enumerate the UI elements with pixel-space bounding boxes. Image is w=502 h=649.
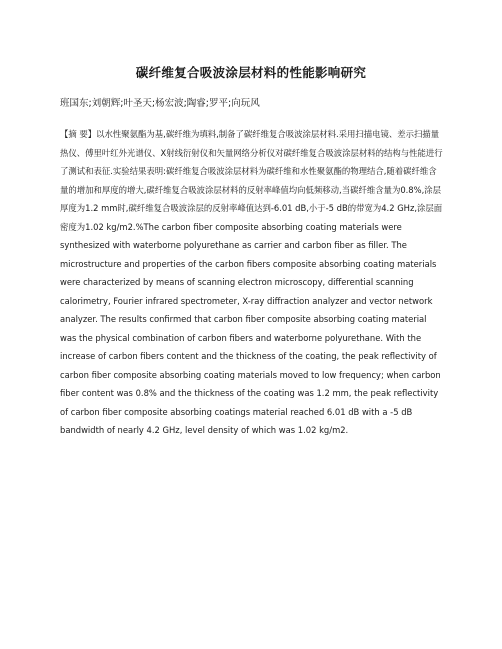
abstract-label: 【摘 要】 bbox=[60, 129, 97, 139]
abstract-chinese: 以水性聚氨酯为基,碳纤维为填料,制备了碳纤维复合吸波涂层材料.采用扫描电镜、差示扫描量热仪、傅里叶红外光谱仪、X射线衍射仪和矢量网络分析仪对碳纤维复合吸波涂层材料的结构与性能进行了测试和表征.实验结果表明:碳纤维复合吸波涂层材料为碳纤维和水性聚氨酯的物理结合,随着碳纤维含量的增加和厚度的增大,碳纤维复合吸波涂层材料的反射率峰值均向低频移动,当碳纤维含量为0.8%,涂层厚度为1.2 mm时,碳纤维复合吸波涂层的反射率峰值达到-6.01 dB,小于-5 dB的带宽为4.2 GHz,涂层面密度为1.02 kg/m2.% bbox=[60, 129, 443, 232]
paper-title: 碳纤维复合吸波涂层材料的性能影响研究 bbox=[135, 65, 367, 80]
abstract-english: The carbon fiber composite absorbing coating materials were synthesized with waterborne polyurethane as carrier and carbon fiber as filler. The microstructure and properties of the carbon fibers composite absorbing coating materials were characterized by means of scanning electron microscopy, differential scanning calorimetry, Fourier infrared spectrometer, X-ray diffraction analyzer and vector network analyzer. The results confirmed that carbon fiber composite absorbing coating material was the physical combination of carbon fibers and waterborne polyurethane. With the increase of carbon fibers content and the thickness of the coating, the peak reflectivity of carbon fiber composite absorbing coating materials moved to low frequency; when carbon fiber content was 0.8% and the thickness of the coating was 1.2 mm, the peak reflectivity of carbon fiber composite absorbing coatings material reached 6.01 dB with a -5 dB bandwidth of nearly 4.2 GHz, level density of which was 1.02 kg/m2. bbox=[60, 221, 441, 435]
author-list: 班国东;刘朝辉;叶圣天;杨宏波;陶睿;罗平;向玩风 bbox=[60, 98, 260, 109]
abstract-block bbox=[60, 125, 445, 440]
